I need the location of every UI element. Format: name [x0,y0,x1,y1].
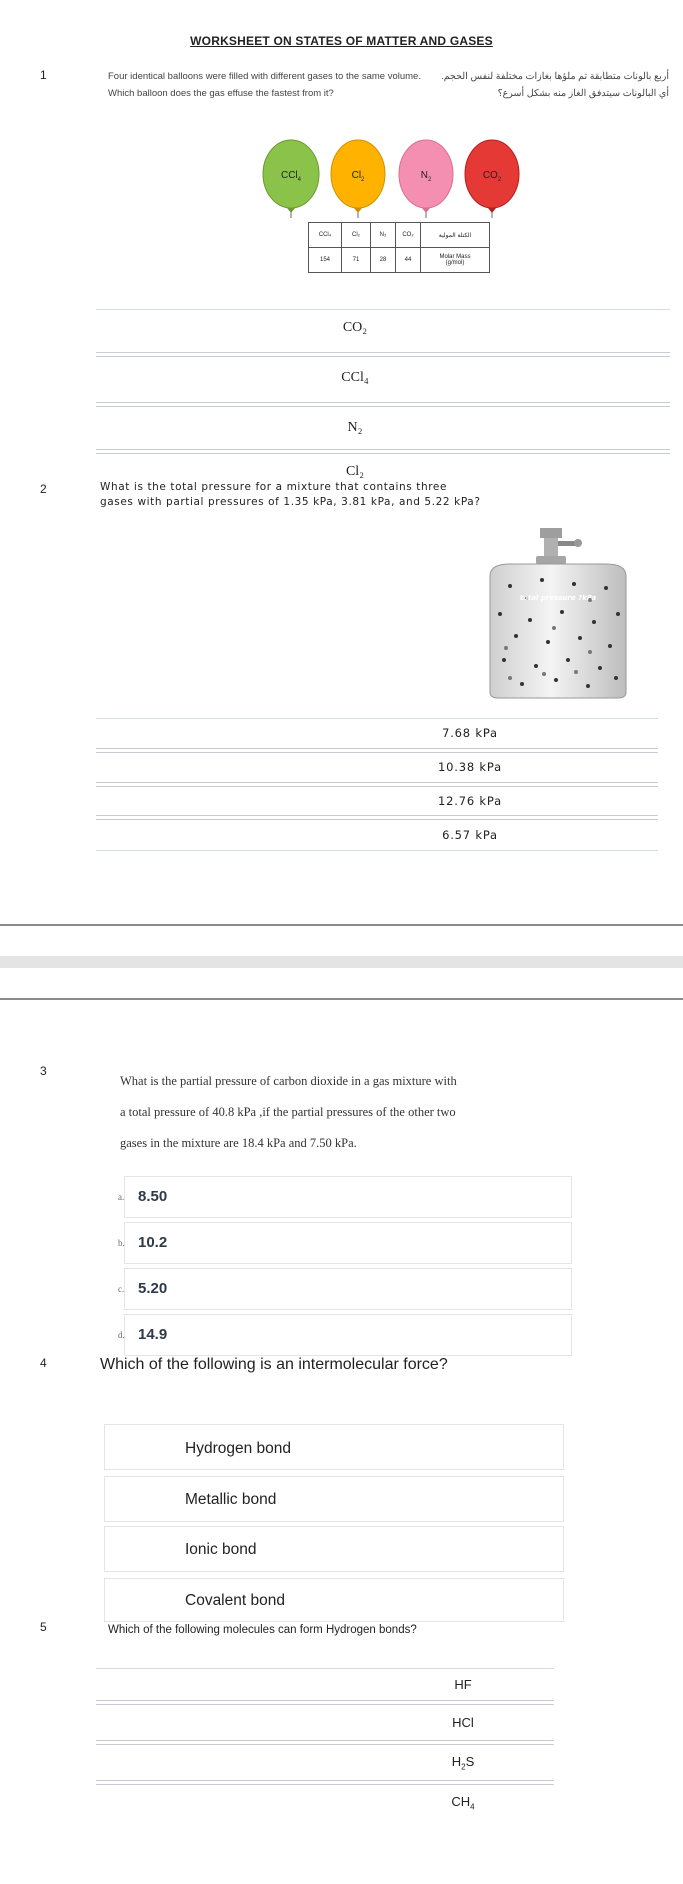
table-cell: N₂ [371,223,396,248]
q4-option-2[interactable]: Metallic bond [185,1491,277,1508]
q5-option-3-tail: S [465,1754,475,1769]
cylinder-label: total pressure ?kPa [519,594,597,602]
q5-option-3[interactable] [403,1754,523,1772]
question-1-text-ar [441,68,669,102]
table-cell: CO₂ [396,223,421,248]
question-number-1: 1 [40,68,47,82]
question-number-5: 5 [40,1620,47,1634]
question-3-text [120,1066,540,1159]
balloon-sub: 2 [361,177,365,183]
table-cell: 71 [342,248,371,273]
table-header-en [421,248,490,273]
table-cell: Cl₂ [342,223,371,248]
table-header-ar: الكتلة المولية [421,223,490,248]
q3-option-b-value[interactable]: 10.2 [138,1234,168,1251]
balloon-label: Cl [351,170,362,181]
balloon-label: N [420,170,428,181]
balloon-sub: 2 [497,177,502,183]
q2-option-4[interactable]: 6.57 kPa [442,828,498,842]
table-unit: (g/mol) [445,260,465,266]
q1-option-3[interactable]: N₂ [347,420,363,435]
question-1-line-1: Four identical balloons were filled with different gases to the same volume. [108,71,421,82]
balloons-image [258,132,528,222]
q4-option-4-box[interactable] [104,1578,564,1622]
q4-option-3-box[interactable] [104,1526,564,1572]
molar-mass-table [308,222,490,273]
balloon-co2 [465,140,519,218]
table-cell: 44 [396,248,421,273]
q4-option-3[interactable]: Ionic bond [185,1541,257,1558]
balloon-ccl4 [263,140,319,218]
q3-option-c-value[interactable]: 5.20 [138,1280,168,1297]
question-2-text [100,480,600,510]
q3-option-c-letter: c. [118,1284,125,1294]
q4-option-1-box[interactable] [104,1424,564,1470]
balloon-label: CCl [280,170,298,181]
q4-option-2-box[interactable] [104,1476,564,1522]
question-3-line-1: What is the partial pressure of carbon dioxide in a gas mixture with [120,1074,457,1088]
balloon-n2 [399,140,453,218]
q2-option-2[interactable]: 10.38 kPa [438,760,502,774]
q5-option-1[interactable] [403,1677,523,1695]
table-cell: CCl₄ [309,223,342,248]
q1-option-4[interactable]: Cl₂ [345,464,365,479]
q2-option-3[interactable]: 12.76 kPa [438,794,502,808]
question-1-ar-line-1: أربع بالونات متطابقة تم ملؤها بغازات مختلفة لنفس الحجم. [441,71,669,82]
table-header-en-label: Molar Mass [439,254,471,260]
page-separator-bottom [0,998,683,1000]
q5-option-2[interactable] [403,1715,523,1733]
question-2-line-1: What is the total pressure for a mixture that contains three [100,481,448,493]
question-1-ar-line-2: أي البالونات سيتدفق الغاز منه بشكل أسرع؟ [497,88,669,99]
q2-option-1[interactable]: 7.68 kPa [442,726,498,740]
question-number-2: 2 [40,482,47,496]
q5-option-1-main: HF [454,1677,472,1692]
q3-option-b-letter: b. [118,1238,125,1248]
question-5-text: Which of the following molecules can form Hydrogen bonds? [108,1624,417,1636]
q5-option-4-main: CH [451,1794,471,1809]
q5-option-3-main: H [451,1754,462,1769]
question-number-4: 4 [40,1356,47,1370]
q3-option-a-box[interactable] [124,1176,572,1218]
question-2-line-2: gases with partial pressures of 1.35 kPa, 3.81 kPa, and 5.22 kPa? [100,496,481,508]
worksheet-title: WORKSHEET ON STATES OF MATTER AND GASES [190,34,493,48]
q3-option-c-box[interactable] [124,1268,572,1310]
page-separator-band [0,956,683,968]
table-cell: 154 [309,248,342,273]
question-4-text: Which of the following is an intermolecular force? [100,1356,448,1373]
question-3-line-2: a total pressure of 40.8 kPa ,if the partial pressures of the other two [120,1105,456,1119]
balloon-sub: 4 [297,177,302,183]
q1-option-2[interactable]: CCl₄ [341,370,369,385]
q3-option-d-letter: d. [118,1330,125,1340]
question-number-3: 3 [40,1064,47,1078]
q1-option-1[interactable]: CO₂ [342,320,368,335]
question-1-text-en [108,68,421,102]
q3-option-a-value[interactable]: 8.50 [138,1188,168,1205]
table-cell: 28 [371,248,396,273]
balloon-cl2 [331,140,385,218]
balloon-label: CO [482,170,498,181]
balloon-sub: 2 [427,177,432,183]
question-3-line-3: gases in the mixture are 18.4 kPa and 7.50 kPa. [120,1136,357,1150]
q3-option-d-box[interactable] [124,1314,572,1356]
q5-option-2-main: HCl [452,1715,474,1730]
q5-option-4-sub: 4 [470,1802,475,1812]
gas-cylinder-image [470,528,646,700]
q4-option-4[interactable]: Covalent bond [185,1592,285,1609]
q3-option-d-value[interactable]: 14.9 [138,1326,168,1343]
question-1-line-2: Which balloon does the gas effuse the fastest from it? [108,88,334,99]
q3-option-a-letter: a. [118,1192,125,1202]
page-separator-top [0,924,683,926]
q3-option-b-box[interactable] [124,1222,572,1264]
q5-option-4[interactable] [403,1794,523,1812]
q4-option-1[interactable]: Hydrogen bond [185,1440,291,1457]
q5-option-3-sub: 2 [461,1762,466,1772]
